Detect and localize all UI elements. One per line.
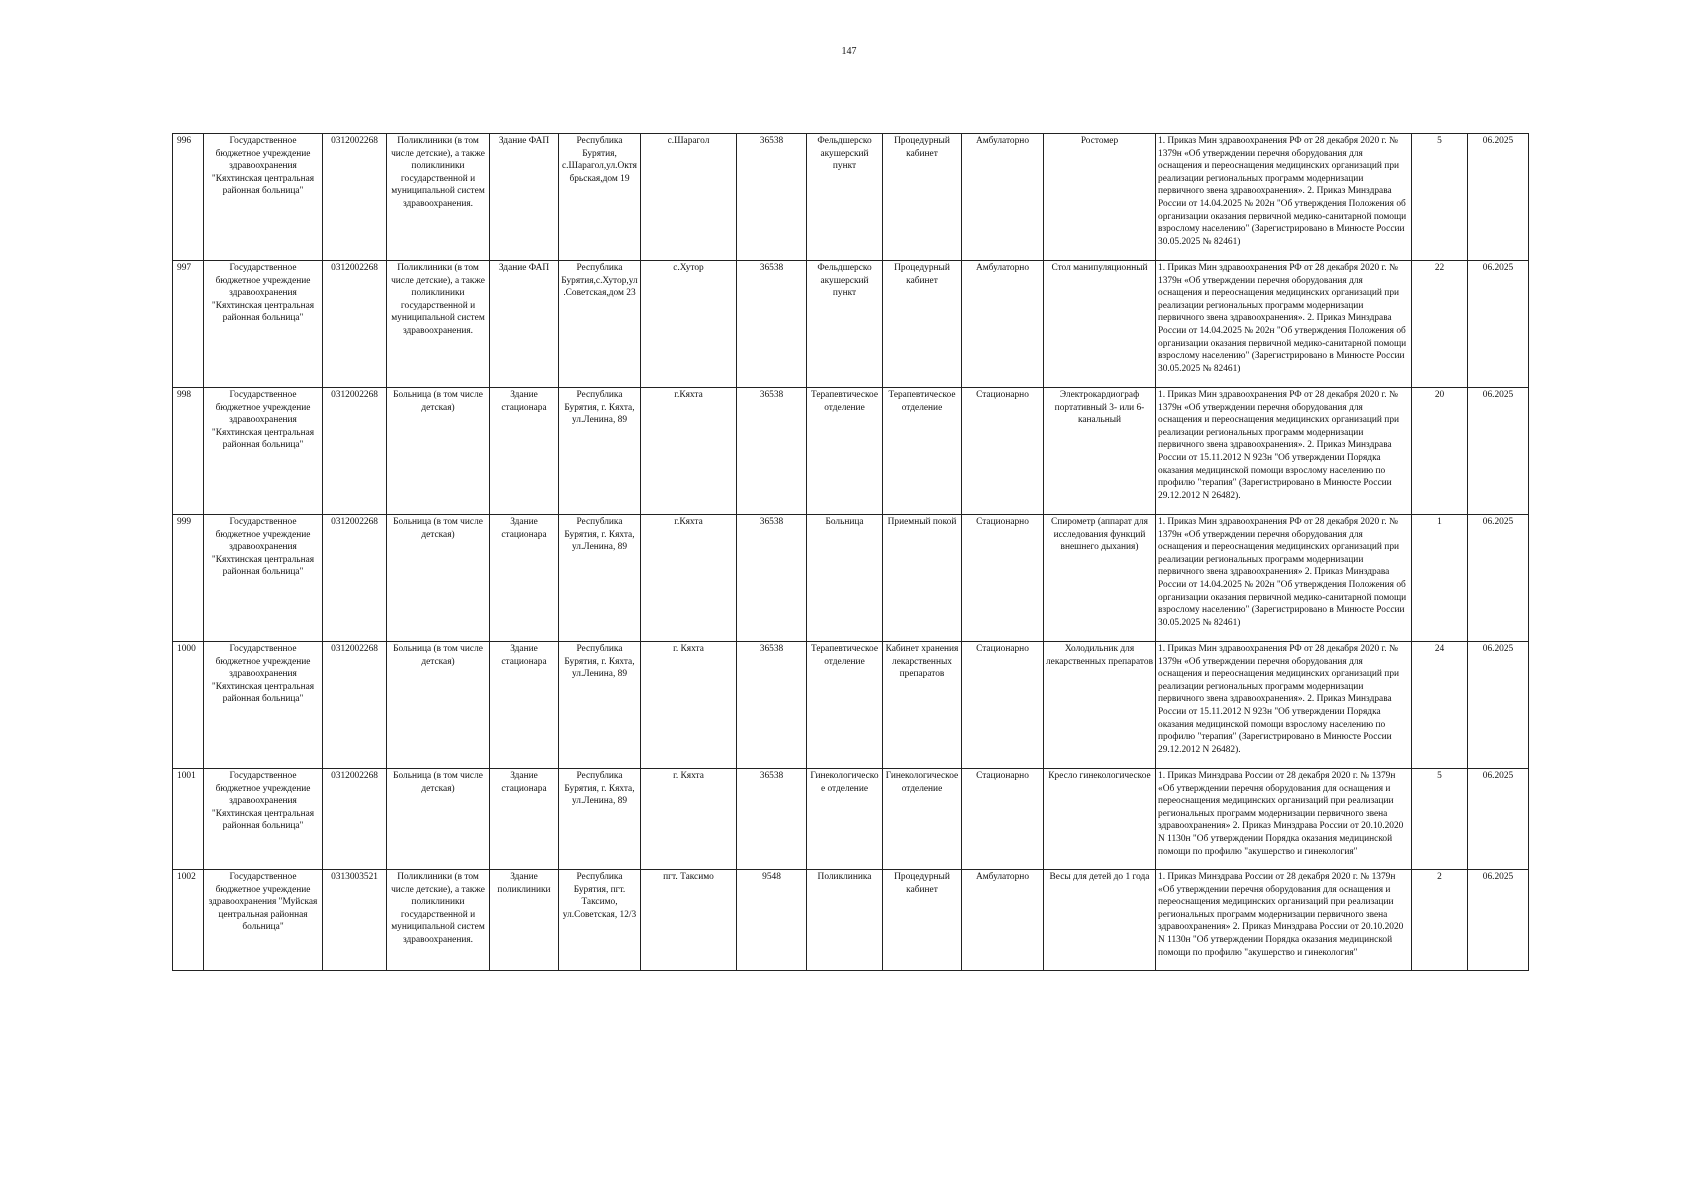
inn-cell: 0312002268 xyxy=(323,134,387,261)
unit-cell: Терапевтическое отделение xyxy=(807,642,883,769)
address-cell: Республика Бурятия, г. Кяхта, ул.Ленина, 89 xyxy=(559,642,641,769)
oktmo-cell: 36538 xyxy=(737,515,807,642)
inn-cell: 0312002268 xyxy=(323,388,387,515)
legal-basis-cell: 1. Приказ Мин здравоохранения РФ от 28 декабря 2020 г. № 1379н «Об утверждении перечня оборудования для оснащения и переоснащения медицинских организаций при реализации региональных программ модернизации первичного звена здравоохранения». 2. Приказ Минздрава России от 15.11.2012 N 923н "Об утверждении Порядка оказания медицинской помощи взрослому населению по профилю "терапия" (Зарегистрировано в Минюсте России 29.12.2012 N 26482). xyxy=(1156,388,1412,515)
row-number: 999 xyxy=(173,515,204,642)
date-cell: 06.2025 xyxy=(1468,388,1529,515)
unit-cell: Фельдшерско акушерский пункт xyxy=(807,134,883,261)
equipment-cell: Холодильник для лекарственных препаратов xyxy=(1044,642,1156,769)
oktmo-cell: 36538 xyxy=(737,388,807,515)
care-mode-cell: Стационарно xyxy=(962,769,1044,870)
organization-cell: Государственное бюджетное учреждение здравоохранения "Кяхтинская центральная районная больница" xyxy=(204,261,323,388)
table-row xyxy=(173,642,1529,769)
oktmo-cell: 36538 xyxy=(737,769,807,870)
date-cell: 06.2025 xyxy=(1468,515,1529,642)
inn-cell: 0312002268 xyxy=(323,769,387,870)
table-row xyxy=(173,515,1529,642)
settlement-cell: г. Кяхта xyxy=(641,642,737,769)
care-mode-cell: Амбулаторно xyxy=(962,134,1044,261)
building-cell: Здание стационара xyxy=(490,388,559,515)
unit-cell: Больница xyxy=(807,515,883,642)
quantity-cell: 5 xyxy=(1412,134,1468,261)
organization-cell: Государственное бюджетное учреждение здравоохранения "Кяхтинская центральная районная больница" xyxy=(204,769,323,870)
row-number: 996 xyxy=(173,134,204,261)
quantity-cell: 2 xyxy=(1412,870,1468,971)
building-cell: Здание стационара xyxy=(490,642,559,769)
inn-cell: 0313003521 xyxy=(323,870,387,971)
settlement-cell: г.Кяхта xyxy=(641,515,737,642)
building-cell: Здание ФАП xyxy=(490,134,559,261)
address-cell: Республика Бурятия, с.Шарагол,ул.Октябрьская,дом 19 xyxy=(559,134,641,261)
date-cell: 06.2025 xyxy=(1468,261,1529,388)
legal-basis-cell: 1. Приказ Минздрава России от 28 декабря 2020 г. № 1379н «Об утверждении перечня оборудования для оснащения и переоснащения медицинских организаций при реализации региональных программ модернизации первичного звена здравоохранения» 2. Приказ Минздрава России от 20.10.2020 N 1130н "Об утверждении Порядка оказания медицинской помощи по профилю "акушерство и гинекология" xyxy=(1156,870,1412,971)
legal-basis-cell: 1. Приказ Мин здравоохранения РФ от 28 декабря 2020 г. № 1379н «Об утверждении перечня оборудования для оснащения и переоснащения медицинских организаций при реализации региональных программ модернизации первичного звена здравоохранения». 2. Приказ Минздрава России от 15.11.2012 N 923н "Об утверждении Порядка оказания медицинской помощи взрослому населению по профилю "терапия" (Зарегистрировано в Минюсте России 29.12.2012 N 26482). xyxy=(1156,642,1412,769)
care-mode-cell: Стационарно xyxy=(962,642,1044,769)
building-cell: Здание ФАП xyxy=(490,261,559,388)
quantity-cell: 24 xyxy=(1412,642,1468,769)
legal-basis-cell: 1. Приказ Мин здравоохранения РФ от 28 декабря 2020 г. № 1379н «Об утверждении перечня оборудования для оснащения и переоснащения медицинских организаций при реализации региональных программ модернизации первичного звена здравоохранения». 2. Приказ Минздрава России от 14.04.2025 № 202н "Об утверждения Положения об организации оказания первичной медико-санитарной помощи взрослому населению" (Зарегистрировано в Минюсте России 30.05.2025 № 82461) xyxy=(1156,261,1412,388)
address-cell: Республика Бурятия, г. Кяхта, ул.Ленина, 89 xyxy=(559,769,641,870)
room-cell: Процедурный кабинет xyxy=(883,134,962,261)
settlement-cell: с.Хутор xyxy=(641,261,737,388)
unit-cell: Поликлиника xyxy=(807,870,883,971)
quantity-cell: 5 xyxy=(1412,769,1468,870)
organization-cell: Государственное бюджетное учреждение здравоохранения "Кяхтинская центральная районная больница" xyxy=(204,642,323,769)
address-cell: Республика Бурятия, г. Кяхта, ул.Ленина, 89 xyxy=(559,388,641,515)
building-cell: Здание стационара xyxy=(490,515,559,642)
row-number: 1002 xyxy=(173,870,204,971)
address-cell: Республика Бурятия, пгт. Таксимо, ул.Советская, 12/3 xyxy=(559,870,641,971)
legal-basis-cell: 1. Приказ Мин здравоохранения РФ от 28 декабря 2020 г. № 1379н «Об утверждении перечня оборудования для оснащения и переоснащения медицинских организаций при реализации региональных программ модернизации первичного звена здравоохранения». 2. Приказ Минздрава России от 14.04.2025 № 202н "Об утверждения Положения об организации оказания первичной медико-санитарной помощи взрослому населению" (Зарегистрировано в Минюсте России 30.05.2025 № 82461) xyxy=(1156,134,1412,261)
settlement-cell: с.Шарагол xyxy=(641,134,737,261)
organization-cell: Государственное бюджетное учреждение здравоохранения "Кяхтинская центральная районная больница" xyxy=(204,388,323,515)
settlement-cell: г. Кяхта xyxy=(641,769,737,870)
row-number: 998 xyxy=(173,388,204,515)
row-number: 997 xyxy=(173,261,204,388)
table-row xyxy=(173,134,1529,261)
oktmo-cell: 9548 xyxy=(737,870,807,971)
unit-cell: Гинекологическое отделение xyxy=(807,769,883,870)
oktmo-cell: 36538 xyxy=(737,642,807,769)
equipment-cell: Кресло гинекологическое xyxy=(1044,769,1156,870)
oktmo-cell: 36538 xyxy=(737,261,807,388)
date-cell: 06.2025 xyxy=(1468,870,1529,971)
quantity-cell: 1 xyxy=(1412,515,1468,642)
page-number: 147 xyxy=(841,46,857,57)
organization-cell: Государственное бюджетное учреждение здравоохранения "Кяхтинская центральная районная больница" xyxy=(204,134,323,261)
building-cell: Здание поликлиники xyxy=(490,870,559,971)
date-cell: 06.2025 xyxy=(1468,769,1529,870)
inn-cell: 0312002268 xyxy=(323,642,387,769)
equipment-cell: Весы для детей до 1 года xyxy=(1044,870,1156,971)
care-mode-cell: Стационарно xyxy=(962,515,1044,642)
room-cell: Терапевтическое отделение xyxy=(883,388,962,515)
care-mode-cell: Амбулаторно xyxy=(962,261,1044,388)
legal-basis-cell: 1. Приказ Мин здравоохранения РФ от 28 декабря 2020 г. № 1379н «Об утверждении перечня оборудования для оснащения и переоснащения медицинских организаций при реализации региональных программ модернизации первичного звена здравоохранения» 2. Приказ Минздрава России от 14.04.2025 № 202н "Об утверждения Положения об организации оказания первичной медико-санитарной помощи взрослому населению" (Зарегистрировано в Минюсте России 30.05.2025 № 82461) xyxy=(1156,515,1412,642)
room-cell: Приемный покой xyxy=(883,515,962,642)
quantity-cell: 20 xyxy=(1412,388,1468,515)
address-cell: Республика Бурятия, г. Кяхта, ул.Ленина, 89 xyxy=(559,515,641,642)
date-cell: 06.2025 xyxy=(1468,134,1529,261)
inn-cell: 0312002268 xyxy=(323,261,387,388)
table-row xyxy=(173,261,1529,388)
settlement-cell: г.Кяхта xyxy=(641,388,737,515)
table-row xyxy=(173,870,1529,971)
table-row xyxy=(173,388,1529,515)
room-cell: Кабинет хранения лекарственных препаратов xyxy=(883,642,962,769)
quantity-cell: 22 xyxy=(1412,261,1468,388)
care-mode-cell: Амбулаторно xyxy=(962,870,1044,971)
facility-type-cell: Больница (в том числе детская) xyxy=(387,642,490,769)
equipment-table xyxy=(172,133,1529,971)
room-cell: Процедурный кабинет xyxy=(883,261,962,388)
facility-type-cell: Больница (в том числе детская) xyxy=(387,515,490,642)
equipment-cell: Стол манипуляционный xyxy=(1044,261,1156,388)
oktmo-cell: 36538 xyxy=(737,134,807,261)
building-cell: Здание стационара xyxy=(490,769,559,870)
inn-cell: 0312002268 xyxy=(323,515,387,642)
room-cell: Гинекологическое отделение xyxy=(883,769,962,870)
organization-cell: Государственное бюджетное учреждение здравоохранения "Кяхтинская центральная районная больница" xyxy=(204,515,323,642)
organization-cell: Государственное бюджетное учреждение здравоохранения "Муйская центральная районная больница" xyxy=(204,870,323,971)
legal-basis-cell: 1. Приказ Минздрава России от 28 декабря 2020 г. № 1379н «Об утверждении перечня оборудования для оснащения и переоснащения медицинских организаций при реализации региональных программ модернизации первичного звена здравоохранения» 2. Приказ Минздрава России от 20.10.2020 N 1130н "Об утверждении Порядка оказания медицинской помощи по профилю "акушерство и гинекология" xyxy=(1156,769,1412,870)
facility-type-cell: Поликлиники (в том числе детские), а также поликлиники государственной и муниципальной систем здравоохранения. xyxy=(387,134,490,261)
address-cell: Республика Бурятия,с.Хутор,ул.Советская,дом 23 xyxy=(559,261,641,388)
unit-cell: Терапевтическое отделение xyxy=(807,388,883,515)
care-mode-cell: Стационарно xyxy=(962,388,1044,515)
facility-type-cell: Поликлиники (в том числе детские), а также поликлиники государственной и муниципальной систем здравоохранения. xyxy=(387,870,490,971)
equipment-cell: Ростомер xyxy=(1044,134,1156,261)
date-cell: 06.2025 xyxy=(1468,642,1529,769)
facility-type-cell: Больница (в том числе детская) xyxy=(387,388,490,515)
settlement-cell: пгт. Таксимо xyxy=(641,870,737,971)
row-number: 1000 xyxy=(173,642,204,769)
equipment-cell: Электрокардиограф портативный 3- или 6-канальный xyxy=(1044,388,1156,515)
facility-type-cell: Поликлиники (в том числе детские), а также поликлиники государственной и муниципальной систем здравоохранения. xyxy=(387,261,490,388)
table-row xyxy=(173,769,1529,870)
room-cell: Процедурный кабинет xyxy=(883,870,962,971)
row-number: 1001 xyxy=(173,769,204,870)
facility-type-cell: Больница (в том числе детская) xyxy=(387,769,490,870)
equipment-cell: Спирометр (аппарат для исследования функций внешнего дыхания) xyxy=(1044,515,1156,642)
unit-cell: Фельдшерско акушерский пункт xyxy=(807,261,883,388)
